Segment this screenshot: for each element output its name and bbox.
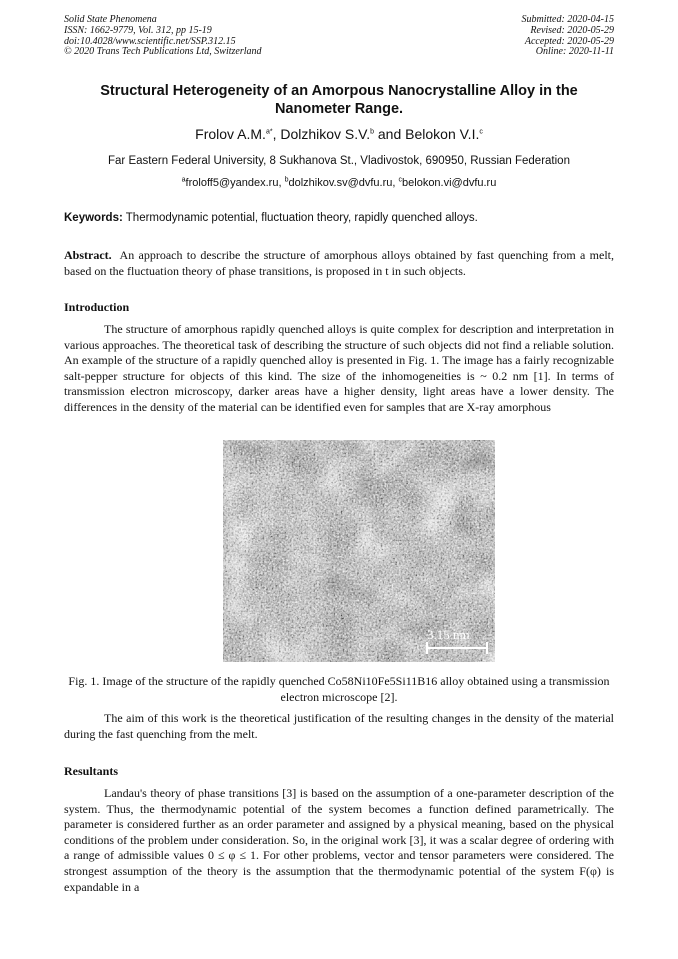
aim-paragraph: The aim of this work is the theoretical justification of the resulting changes in the density of the material during the fast quenching from the melt.: [64, 711, 614, 741]
author-separator: and: [374, 126, 406, 142]
keywords-text: Thermodynamic potential, fluctuation theory, rapidly quenched alloys.: [122, 212, 478, 224]
journal-info: [64, 15, 262, 58]
email-link[interactable]: froloff5@yandex.ru: [185, 177, 279, 189]
resultants-paragraph: Landau's theory of phase transitions [3] is based on the assumption of a one-parameter description of the system. Thus, the thermodynamic potential of the system becomes a function defined parametrically. The parameter is considered further as an order parameter and assigned by a physical meaning, based on the physical conditions of the problem under consideration. So, in the original work [3], it was a scalar degree of ordering with a range of admissible values 0 ≤ φ ≤ 1. For other problems, vector and tensor parameters were considered. The strongest assumption of the theory is the assumption that the thermodynamic potential of the system F(φ) is expandable in a: [64, 786, 614, 894]
scale-bar-label: 3.15 nm: [427, 627, 470, 642]
journal-copyright: © 2020 Trans Tech Publications Ltd, Switzerland: [64, 46, 262, 58]
keywords-label: Keywords:: [64, 212, 123, 224]
submission-dates: [522, 15, 615, 58]
journal-doi[interactable]: doi:10.4028/www.scientific.net/SSP.312.15: [64, 35, 236, 47]
section-heading-resultants: Resultants: [64, 764, 119, 778]
email-superscript: a: [181, 176, 186, 184]
author-superscript: c: [479, 128, 483, 136]
author-emails: $^a$froloff5@yandex.ru, $^b$dolzhikov.sv@dvfu.ru, $^c$belokon.vi@dvfu.ru: [181, 176, 497, 189]
author-list: [64, 126, 614, 142]
email-superscript: c: [398, 176, 403, 184]
date-revised: Revised: 2020-05-29: [530, 24, 614, 36]
author-separator: ,: [272, 126, 281, 142]
tem-micrograph: [223, 440, 495, 662]
abstract-text: An approach to describe the structure of amorphous alloys obtained by fast quenching from a melt, based on the fluctuation theory of phase transitions, is proposed in t in such objects.: [64, 248, 617, 278]
paper-title: Structural Heterogeneity of an Amorpous Nanocrystalline Alloy in the Nanometer Range.: [100, 83, 578, 117]
section-heading-introduction: Introduction: [64, 300, 130, 314]
email-link[interactable]: dolzhikov.sv@dvfu.ru: [288, 177, 393, 189]
tem-image: [223, 440, 495, 662]
date-accepted: Accepted: 2020-05-29: [524, 35, 614, 47]
author-superscript: b: [370, 128, 374, 136]
date-submitted: Submitted: 2020-04-15: [521, 14, 614, 25]
affiliation: Far Eastern Federal University, 8 Sukhanova St., Vladivostok, 690950, Russian Federation: [108, 155, 570, 167]
author-superscript: a*: [265, 128, 273, 136]
author-name: Belokon V.I.: [405, 126, 480, 142]
keywords: [64, 212, 614, 224]
email-link[interactable]: belokon.vi@dvfu.ru: [402, 177, 497, 189]
author-name: Frolov A.M.: [195, 126, 266, 142]
email-superscript: b: [284, 176, 289, 184]
date-online: Online: 2020-11-11: [535, 46, 614, 58]
abstract-label: Abstract.: [64, 248, 112, 262]
abstract: [64, 248, 617, 279]
figure-caption: Fig. 1. Image of the structure of the rapidly quenched Co58Ni10Fe5Si11B16 alloy obtained using a transmission electron microscope [2].: [68, 674, 610, 704]
journal-issn: ISSN: 1662-9779, Vol. 312, pp 15-19: [64, 24, 212, 36]
introduction-paragraph: The structure of amorphous rapidly quenched alloys is quite complex for description and interpretation in various approaches. The theoretical task of describing the structure of such objects did not find a reliable solution. An example of the structure of a rapidly quenched alloy is presented in Fig. 1. The image has a fairly recognizable salt-pepper structure for objects of this kind. The size of the inhomogeneities is ~ 0.2 nm [1]. In terms of transmission electron microscopy, darker areas have a higher density, light areas have a lower density. The differences in the density of the material can be identified even for samples that are X-ray amorphous: [64, 322, 614, 414]
journal-name: Solid State Phenomena: [64, 14, 157, 25]
author-name: Dolzhikov S.V.: [280, 126, 371, 142]
